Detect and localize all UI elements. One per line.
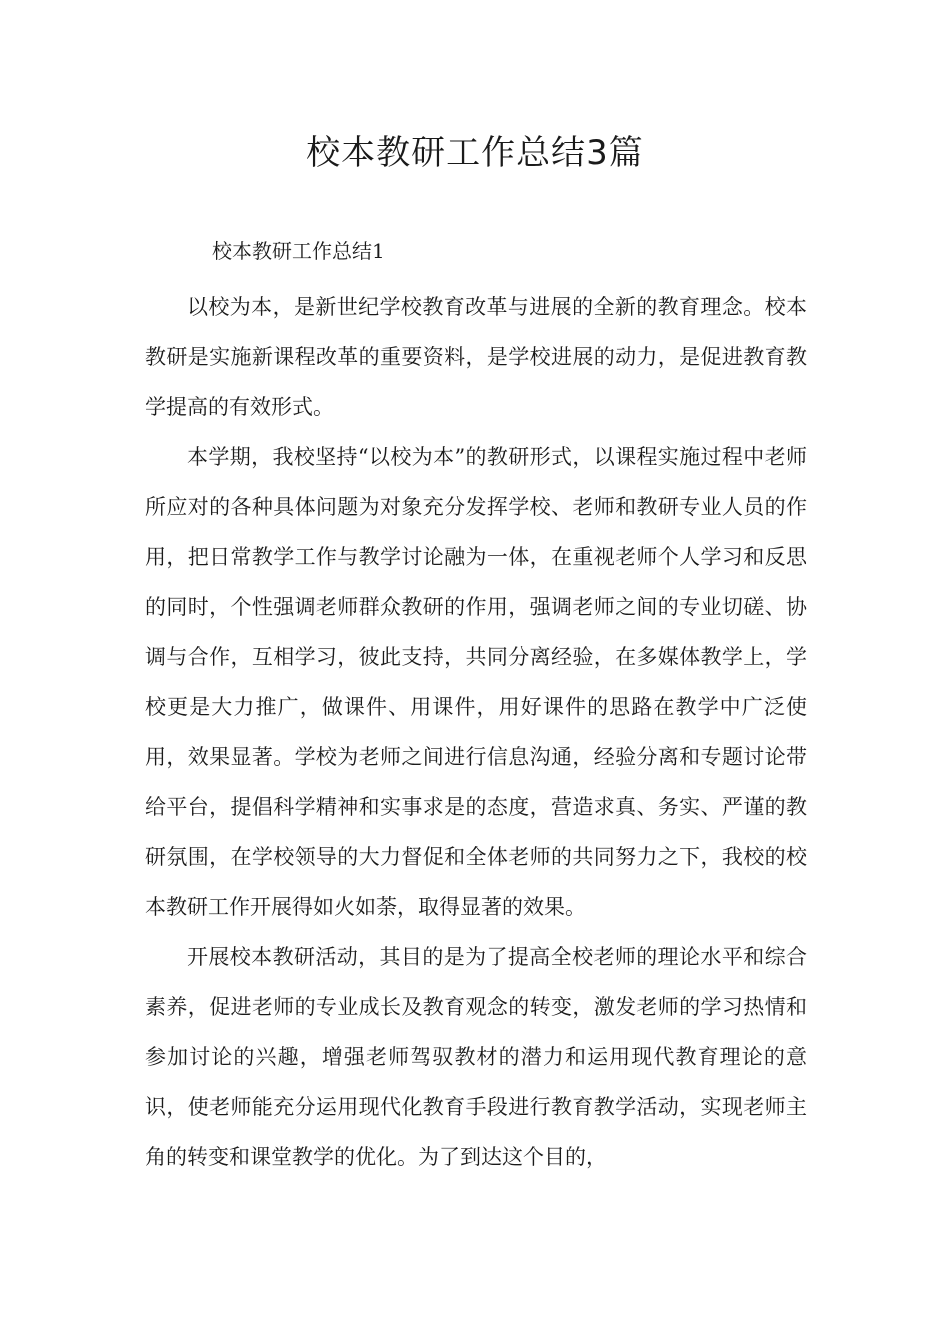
document-body (145, 282, 807, 1182)
section-heading: 校本教研工作总结1 (212, 239, 385, 263)
paragraph-3: 开展校本教研活动，其目的是为了提高全校老师的理论水平和综合素养，促进老师的专业成长及教育观念的转变，激发老师的学习热情和参加讨论的兴趣，增强老师驾驭教材的潜力和运用现代教育理论的意识，使老师能充分运用现代化教育手段进行教育教学活动，实现老师主角的转变和课堂教学的优化。为了到达这个目的， (145, 945, 807, 1169)
paragraph-2: 本学期，我校坚持“以校为本”的教研形式，以课程实施过程中老师所应对的各种具体问题为对象充分发挥学校、老师和教研专业人员的作用，把日常教学工作与教学讨论融为一体，在重视老师个人学习和反思的同时，个性强调老师群众教研的作用，强调老师之间的专业切磋、协调与合作，互相学习，彼此支持，共同分离经验，在多媒体教学上，学校更是大力推广，做课件、用课件，用好课件的思路在教学中广泛使用，效果显著。学校为老师之间进行信息沟通，经验分离和专题讨论带给平台，提倡科学精神和实事求是的态度，营造求真、务实、严谨的教研氛围，在学校领导的大力督促和全体老师的共同努力之下，我校的校本教研工作开展得如火如荼，取得显著的效果。 (145, 445, 807, 919)
paragraph-1: 以校为本，是新世纪学校教育改革与进展的全新的教育理念。校本教研是实施新课程改革的重要资料，是学校进展的动力，是促进教育教学提高的有效形式。 (145, 295, 807, 419)
document-title: 校本教研工作总结3篇 (306, 133, 644, 173)
